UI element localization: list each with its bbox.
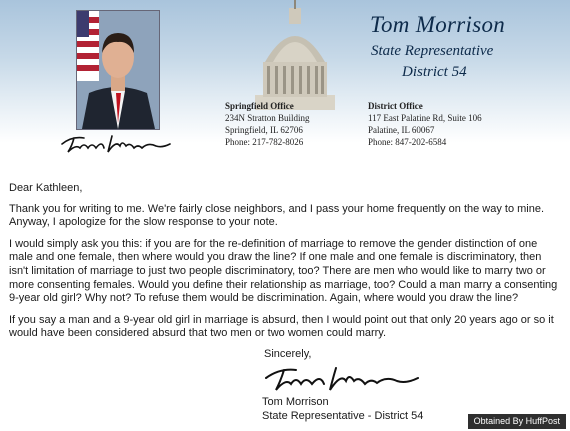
district-phone: Phone: 847-202-6584 bbox=[368, 137, 447, 147]
closing: Sincerely, bbox=[264, 348, 312, 360]
paragraph-1: Thank you for writing to me. We're fairly close neighbors, and I pass your home frequently on the way to mine. Anyway, I apologize for the slow response to your note. bbox=[9, 202, 545, 229]
district-office-block bbox=[368, 100, 482, 148]
capitol-dome-illustration bbox=[215, 0, 365, 110]
letterhead-signature bbox=[58, 130, 173, 156]
paragraph-3: If you say a man and a 9-year old girl in marriage is absurd, then I would point out that only 20 years ago or so it would have been considered absurd that two men or two women could marry. bbox=[9, 313, 554, 340]
paragraph-2: I would simply ask you this: if you are for the re-definition of marriage to remove the gender distinction of one male and one female, then where would you draw the line? If one male and one female is discriminatory, then isn't limitation of marriage to just two people discriminatory, too? There are men who would like to marry two or more consenting females. Would you define their relationship as marriage, too? Could a man marry a consenting 9-year old girl? Why not? To refuse them would be discrimination. Again, where would you draw the line? bbox=[9, 237, 558, 305]
representative-portrait bbox=[76, 10, 160, 130]
district-address-line1: 117 East Palatine Rd, Suite 106 bbox=[368, 113, 482, 123]
representative-title: State Representative bbox=[371, 43, 494, 59]
signer-name: Tom Morrison bbox=[262, 396, 329, 408]
springfield-address-line1: 234N Stratton Building bbox=[225, 113, 310, 123]
letterhead bbox=[0, 0, 570, 168]
representative-name: Tom Morrison bbox=[370, 12, 506, 37]
source-credit: Obtained By HuffPost bbox=[468, 414, 566, 429]
district-office-heading: District Office bbox=[368, 101, 423, 111]
signer-title: State Representative - District 54 bbox=[262, 409, 424, 422]
springfield-phone: Phone: 217-782-8026 bbox=[225, 137, 304, 147]
springfield-office-heading: Springfield Office bbox=[225, 101, 294, 111]
letter-body bbox=[9, 182, 561, 349]
salutation: Dear Kathleen, bbox=[9, 182, 83, 194]
springfield-address-line2: Springfield, IL 62706 bbox=[225, 125, 303, 135]
district-address-line2: Palatine, IL 60067 bbox=[368, 125, 435, 135]
district-label: District 54 bbox=[402, 64, 467, 80]
signer-block bbox=[262, 396, 423, 423]
closing-signature bbox=[262, 360, 422, 394]
springfield-office-block bbox=[225, 100, 310, 148]
